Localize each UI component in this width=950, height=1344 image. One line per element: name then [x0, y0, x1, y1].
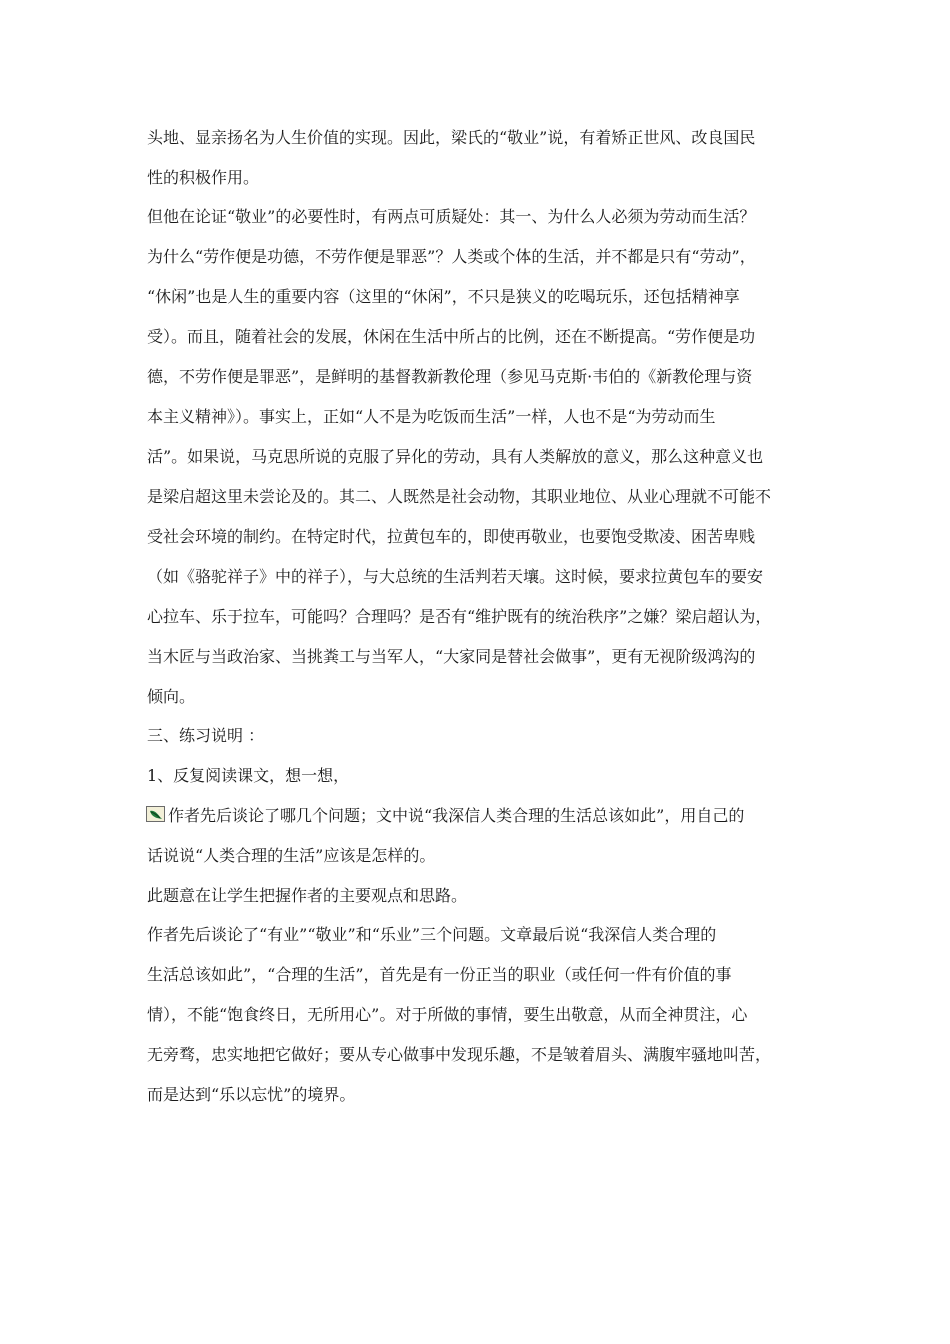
text-line: 心拉车、乐于拉车，可能吗？合理吗？是否有“维护既有的统治秩序”之嫌？梁启超认为，: [147, 607, 772, 626]
text-line: 而是达到“乐以忘忧”的境界。: [147, 1085, 356, 1104]
text-line: 此题意在让学生把握作者的主要观点和思路。: [147, 886, 468, 905]
text-line: “休闲”也是人生的重要内容（这里的“休闲”，不只是狭义的吃喝玩乐，还包括精神享: [147, 287, 740, 306]
text-line: 为什么“劳作便是功德，不劳作便是罪恶”？人类或个体的生活，并不都是只有“劳动”，: [147, 247, 756, 266]
text-line: 倾向。: [147, 687, 196, 706]
text-line: 但他在论证“敬业”的必要性时，有两点可质疑处：其一、为什么人必须为劳动而生活？: [147, 207, 756, 226]
text-line: 德，不劳作便是罪恶”，是鲜明的基督教新教伦理（参见马克斯·韦伯的《新教伦理与资: [147, 367, 753, 386]
text-line: 情），不能“饱食终日，无所用心”。对于所做的事情，要生出敬意，从而全神贯注，心: [147, 1005, 748, 1024]
text-line: 无旁骛，忠实地把它做好；要从专心做事中发现乐趣，不是皱着眉头、满腹牢骚地叫苦，: [147, 1045, 772, 1064]
text-line: 性的积极作用。: [147, 168, 260, 187]
text-line: 话说说“人类合理的生活”应该是怎样的。: [147, 846, 436, 865]
text-line: 作者先后谈论了哪几个问题；文中说“我深信人类合理的生活总该如此”，用自己的: [168, 806, 745, 825]
text-line: 受社会环境的制约。在特定时代，拉黄包车的，即使再敬业，也要饱受欺凌、困苦卑贱: [147, 527, 756, 546]
text-line: 是梁启超这里未尝论及的。其二、人既然是社会动物，其职业地位、从业心理就不可能不: [147, 487, 772, 506]
section-heading: 三、练习说明 ：: [147, 726, 265, 745]
text-line: 活”。如果说，马克思所说的克服了异化的劳动，具有人类解放的意义，那么这种意义也: [147, 447, 764, 466]
bullet-icon: [146, 806, 165, 822]
text-line: 生活总该如此”，“合理的生活”，首先是有一份正当的职业（或任何一件有价值的事: [147, 965, 732, 984]
text-line: （如《骆驼祥子》中的祥子），与大总统的生活判若天壤。这时候，要求拉黄包车的要安: [147, 567, 764, 586]
text-line: 当木匠与当政治家、当挑粪工与当军人，“大家同是替社会做事”，更有无视阶级鸿沟的: [147, 647, 756, 666]
text-line: 受）。而且，随着社会的发展，休闲在生活中所占的比例，还在不断提高。“劳作便是功: [147, 327, 756, 346]
question-heading: 1、反复阅读课文，想一想，: [147, 766, 350, 785]
text-line: 作者先后谈论了“有业”“敬业”和“乐业”三个问题。文章最后说“我深信人类合理的: [147, 925, 717, 944]
text-line: 本主义精神》）。事实上，正如“人不是为吃饭而生活”一样，人也不是“为劳动而生: [147, 407, 716, 426]
text-line: 头地、显亲扬名为人生价值的实现。因此，梁氏的“敬业”说，有着矫正世风、改良国民: [147, 128, 756, 147]
